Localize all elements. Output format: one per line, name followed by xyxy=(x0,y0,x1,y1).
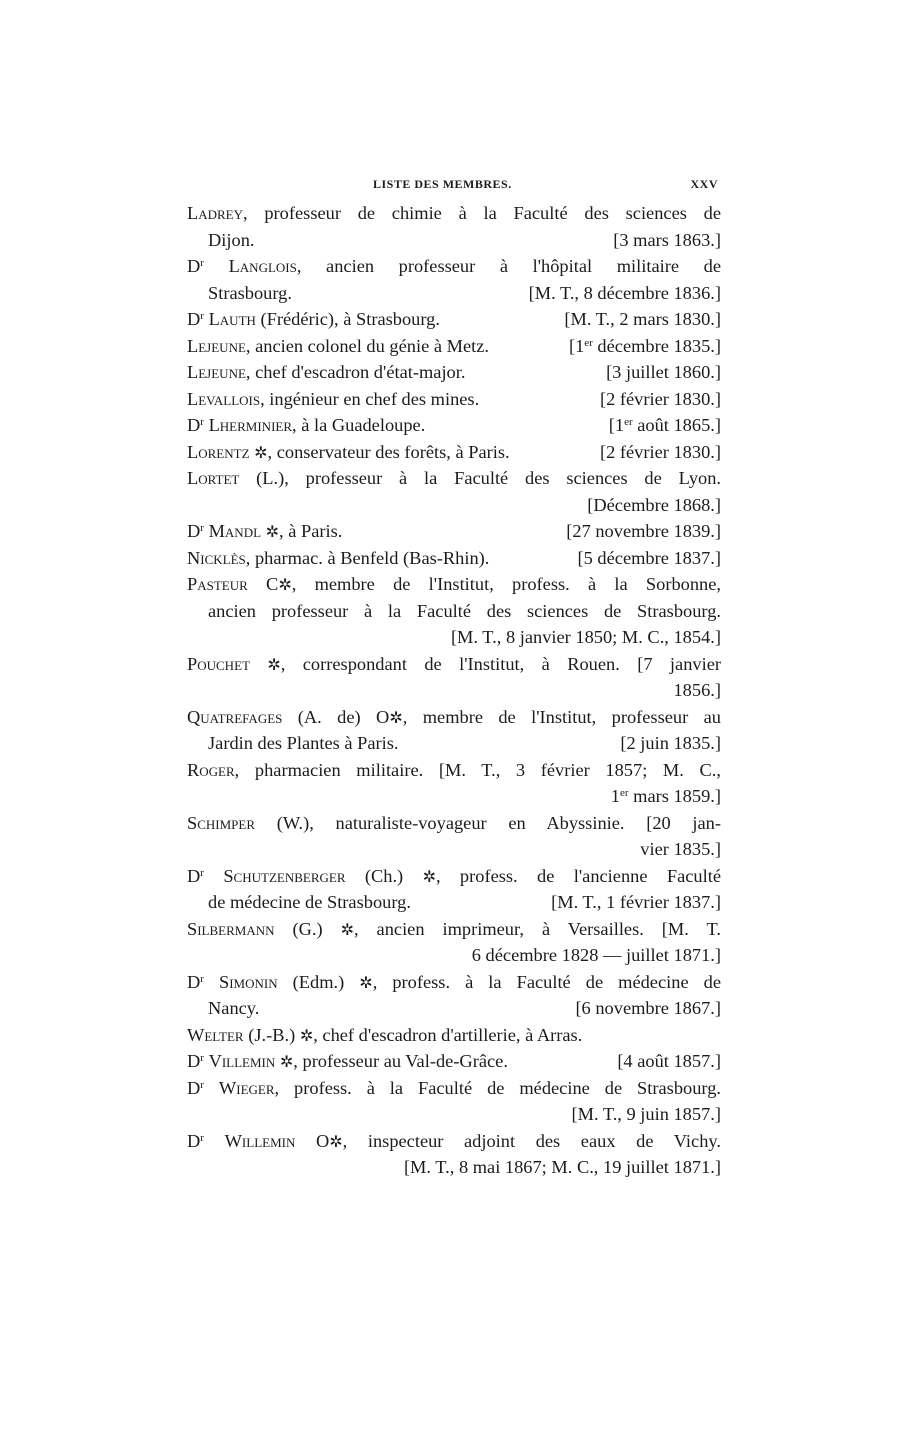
member-description: , ingénieur en chef des mines. xyxy=(260,388,480,409)
list-item-continuation xyxy=(187,836,721,863)
list-item xyxy=(187,1075,721,1102)
member-date: [3 mars 1863.] xyxy=(613,229,721,250)
list-item xyxy=(187,1022,721,1049)
member-name: Lejeune xyxy=(187,362,246,382)
member-name: Lortet xyxy=(187,468,240,488)
member-name: Lejeune xyxy=(187,335,246,356)
member-date: [M. T., 9 juin 1857.] xyxy=(571,1104,721,1124)
order-grade: C xyxy=(266,574,279,594)
member-description: , membre de l'Institut, professeur au xyxy=(402,706,721,727)
member-date-part: mars 1859.] xyxy=(628,786,721,806)
legion-honneur-star-icon: ✲ xyxy=(267,656,281,674)
member-description: (W.), naturaliste-voyageur en Abyssinie. [20 jan- xyxy=(255,812,721,833)
member-date: [Décembre 1868.] xyxy=(587,494,721,515)
member-name: Roger xyxy=(187,759,235,780)
ordinal-superscript: er xyxy=(620,787,629,799)
list-item-continuation xyxy=(187,889,721,916)
member-name: Villemin xyxy=(208,1051,276,1071)
member-date-part: 1 xyxy=(610,786,620,806)
member-description: , ancien colonel du génie à Metz. xyxy=(245,335,489,356)
list-item-continuation xyxy=(187,598,721,625)
list-item xyxy=(187,1128,721,1155)
dr-prefix: D xyxy=(187,521,201,541)
member-date-part: décembre 1835.] xyxy=(592,335,721,356)
list-item-continuation xyxy=(187,1101,721,1128)
legion-honneur-star-icon: ✲ xyxy=(389,709,403,727)
list-item-continuation xyxy=(187,227,721,254)
member-name: Ladrey xyxy=(187,203,244,223)
list-item xyxy=(187,386,721,413)
member-date: [4 août 1857.] xyxy=(617,1051,721,1071)
list-item-continuation xyxy=(187,783,721,810)
dr-prefix: D xyxy=(187,256,201,276)
member-date: [M. T., 8 décembre 1836.] xyxy=(528,282,721,303)
member-name: Lorentz xyxy=(187,441,250,462)
member-name: Levallois xyxy=(187,388,261,409)
dr-superscript: r xyxy=(200,1131,204,1144)
legion-honneur-star-icon: ✲ xyxy=(254,444,268,462)
member-description: , pharmac. à Benfeld (Bas-Rhin). xyxy=(245,547,490,568)
member-description: (Ch.) xyxy=(345,865,404,886)
list-item xyxy=(187,333,721,360)
list-item xyxy=(187,200,721,227)
list-item xyxy=(187,863,721,890)
member-date: [3 juillet 1860.] xyxy=(606,362,721,382)
member-list xyxy=(187,200,721,1181)
list-item-continuation xyxy=(187,280,721,307)
member-date: 1856.] xyxy=(673,680,721,700)
dr-prefix: D xyxy=(187,1051,201,1071)
member-date: [2 février 1830.] xyxy=(599,441,721,462)
member-description: , ancien imprimeur, à Versailles. [M. T. xyxy=(353,918,721,939)
member-date: [2 février 1830.] xyxy=(599,388,721,409)
member-description: (J.-B.) xyxy=(243,1024,296,1045)
member-date: [2 juin 1835.] xyxy=(620,733,721,753)
legion-honneur-star-icon: ✲ xyxy=(340,921,354,939)
member-name: Welter xyxy=(187,1024,244,1045)
dr-prefix: D xyxy=(187,1077,201,1098)
member-name: Pouchet xyxy=(187,653,250,674)
list-item xyxy=(187,916,721,943)
ordinal-superscript: er xyxy=(624,416,633,428)
list-item-continuation xyxy=(187,677,721,704)
list-item xyxy=(187,253,721,280)
member-description: , membre de l'Institut, profess. à la Sorbonne, xyxy=(291,574,721,594)
member-description: Jardin des Plantes à Paris. xyxy=(208,733,399,753)
page-header xyxy=(187,173,720,195)
member-description: , à Paris. xyxy=(279,521,343,541)
dr-prefix: D xyxy=(187,415,201,435)
member-description: Strasbourg. xyxy=(208,282,292,303)
list-item xyxy=(187,969,721,996)
list-item-continuation xyxy=(187,492,721,519)
member-description: , conservateur des forêts, à Paris. xyxy=(267,441,510,462)
dr-superscript: r xyxy=(200,1078,204,1091)
list-item xyxy=(187,359,721,386)
member-description: , à la Guadeloupe. xyxy=(292,415,426,435)
dr-superscript: r xyxy=(200,257,204,269)
list-item xyxy=(187,306,721,333)
member-date: [27 novembre 1839.] xyxy=(566,521,721,541)
dr-prefix: D xyxy=(187,971,201,992)
member-date: [M. T., 8 janvier 1850; M. C., 1854.] xyxy=(450,627,721,647)
member-name: Schimper xyxy=(187,812,256,833)
member-date: 6 décembre 1828 — juillet 1871.] xyxy=(471,945,721,965)
order-grade: O xyxy=(315,1130,330,1151)
member-date: [5 décembre 1837.] xyxy=(577,547,721,568)
member-name: Wieger xyxy=(218,1077,275,1098)
running-title: LISTE DES MEMBRES. xyxy=(373,177,512,191)
dr-superscript: r xyxy=(200,1052,204,1064)
list-item xyxy=(187,412,721,439)
member-name: Silbermann xyxy=(187,918,275,939)
list-item xyxy=(187,571,721,598)
legion-honneur-star-icon: ✲ xyxy=(422,868,436,886)
member-date-part: [1 xyxy=(568,335,585,356)
list-item xyxy=(187,1048,721,1075)
member-date: [M. T., 2 mars 1830.] xyxy=(564,309,721,329)
member-name: Simonin xyxy=(219,971,278,992)
member-date-part: août 1865.] xyxy=(632,415,721,435)
list-item xyxy=(187,704,721,731)
list-item xyxy=(187,518,721,545)
legion-honneur-star-icon: ✲ xyxy=(265,524,280,541)
list-item-continuation xyxy=(187,730,721,757)
member-description: (A. de) xyxy=(282,706,361,727)
list-item xyxy=(187,465,721,492)
member-description: , ancien professeur à l'hôpital militaire de xyxy=(296,256,721,276)
member-description: (G.) xyxy=(274,918,323,939)
member-name: Pasteur xyxy=(187,574,248,594)
list-item xyxy=(187,810,721,837)
member-name: Mandl xyxy=(208,521,262,541)
member-date xyxy=(569,333,721,360)
member-date xyxy=(609,412,721,439)
legion-honneur-star-icon: ✲ xyxy=(278,577,292,594)
member-description: , inspecteur adjoint des eaux de Vichy. xyxy=(342,1130,721,1151)
list-item-continuation xyxy=(187,1154,721,1181)
member-description: de médecine de Strasbourg. xyxy=(208,892,411,912)
page-number: XXV xyxy=(690,177,718,191)
member-description: ancien professeur à la Faculté des sciences de Strasbourg. xyxy=(208,600,721,621)
list-item-continuation xyxy=(187,942,721,969)
member-description: , professeur au Val-de-Grâce. xyxy=(293,1051,508,1071)
member-description: , professeur de chimie à la Faculté des sciences de xyxy=(243,203,721,223)
member-description: Dijon. xyxy=(208,229,255,250)
member-name: Lherminier xyxy=(208,415,293,435)
dr-superscript: r xyxy=(200,972,204,985)
member-description: , profess. à la Faculté de médecine de Strasbourg. xyxy=(274,1077,721,1098)
legion-honneur-star-icon: ✲ xyxy=(359,974,373,992)
dr-prefix: D xyxy=(187,1130,201,1151)
dr-superscript: r xyxy=(200,416,204,428)
member-name: Nicklès xyxy=(187,547,246,568)
member-date: vier 1835.] xyxy=(640,839,721,859)
member-description: , profess. de l'ancienne Faculté xyxy=(435,865,721,886)
list-item xyxy=(187,439,721,466)
member-date: [M. T., 1 février 1837.] xyxy=(551,892,721,912)
member-description: (Frédéric), à Strasbourg. xyxy=(255,309,440,329)
member-name: Langlois xyxy=(228,256,297,276)
list-item-continuation xyxy=(187,624,721,651)
member-description: Nancy. xyxy=(208,998,260,1018)
member-description: (Edm.) xyxy=(277,971,345,992)
list-item-continuation xyxy=(187,995,721,1022)
member-description: , chef d'escadron d'artillerie, à Arras. xyxy=(313,1024,583,1045)
legion-honneur-star-icon: ✲ xyxy=(279,1054,294,1071)
list-item xyxy=(187,757,721,784)
legion-honneur-star-icon: ✲ xyxy=(329,1133,343,1151)
member-name: Lauth xyxy=(208,309,256,329)
member-description: (L.), professeur à la Faculté des sciences de Lyon. xyxy=(239,468,721,488)
member-name: Willemin xyxy=(224,1130,296,1151)
member-name: Schutzenberger xyxy=(223,865,346,886)
legion-honneur-star-icon: ✲ xyxy=(299,1027,314,1045)
member-description: , chef d'escadron d'état-major. xyxy=(245,362,466,382)
member-date: [6 novembre 1867.] xyxy=(575,998,721,1018)
dr-prefix: D xyxy=(187,309,201,329)
list-item xyxy=(187,651,721,678)
member-description: , pharmacien militaire. [M. T., 3 février 1857; M. C., xyxy=(234,759,721,780)
member-description: , correspondant de l'Institut, à Rouen. [7 janvier xyxy=(280,653,721,674)
dr-superscript: r xyxy=(200,310,204,322)
dr-superscript: r xyxy=(200,866,204,879)
order-grade: O xyxy=(376,706,390,727)
member-description: , profess. à la Faculté de médecine de xyxy=(372,971,721,992)
dr-superscript: r xyxy=(200,522,204,534)
member-date: [M. T., 8 mai 1867; M. C., 19 juillet 1871.] xyxy=(403,1157,721,1177)
member-name: Quatrefages xyxy=(187,706,283,727)
dr-prefix: D xyxy=(187,865,201,886)
ordinal-superscript: er xyxy=(584,336,593,349)
member-date-part: [1 xyxy=(608,415,625,435)
list-item xyxy=(187,545,721,572)
